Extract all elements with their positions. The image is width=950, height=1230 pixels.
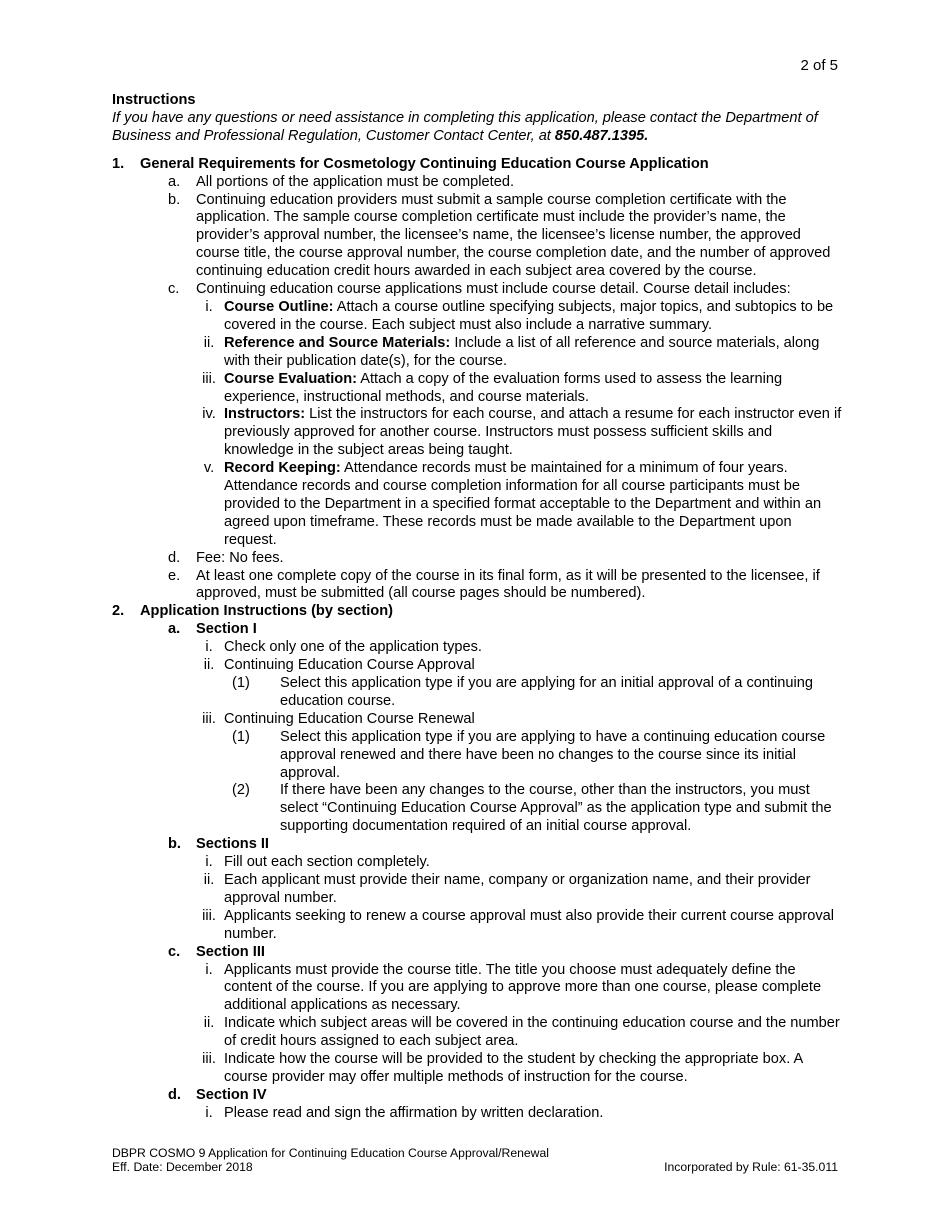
course-detail-marker: v. bbox=[203, 460, 215, 477]
s1-item-d bbox=[168, 550, 842, 568]
s2-a-ii-sub-item bbox=[224, 675, 842, 711]
section-1-number: 1. bbox=[112, 155, 125, 172]
s1-a-text: All portions of the application must be completed. bbox=[196, 173, 514, 190]
s2-c-item bbox=[168, 962, 842, 1016]
s2-b-marker: b. bbox=[168, 836, 181, 853]
s2-a-item bbox=[168, 639, 842, 657]
course-detail-text: List the instructors for each course, and attach a resume for each instructor even if previously approved for another course. Instructors must possess sufficient skills and knowledge in the subject areas being taught. bbox=[224, 406, 842, 459]
course-detail-label: Reference and Source Materials: bbox=[224, 334, 451, 351]
s2-a-title: Section I bbox=[196, 621, 257, 638]
footer-rule: Incorporated by Rule: 61-35.011 bbox=[664, 1160, 838, 1174]
s2-b-title: Sections II bbox=[196, 836, 269, 853]
s1-b-text: Continuing education providers must submit a sample course completion certificate with the application. The sample course completion certificate must include the provider’s name, the provider’s approval number, the licensee’s name, the licensee’s license number, the approved course title, the course approval number, the course completion date, and the number of approved continuing education credit hours awarded in each subject area covered by the course. bbox=[196, 191, 831, 280]
s2-subsection-c bbox=[168, 944, 842, 962]
s2-a-ii-1-marker: (1) bbox=[232, 675, 250, 691]
section-2-number: 2. bbox=[112, 603, 125, 620]
course-detail-marker: i. bbox=[205, 298, 213, 315]
course-detail-text: Attach a course outline specifying subjects, major topics, and subtopics to be covered in the course. Each subject must also include a narrative summary. bbox=[224, 298, 834, 333]
course-detail-item bbox=[168, 299, 842, 335]
course-detail-label: Course Evaluation: bbox=[224, 370, 357, 387]
s2-d-item bbox=[168, 1105, 842, 1123]
s2-a-i-marker: i. bbox=[205, 639, 213, 656]
s2-b-iii-text: Applicants seeking to renew a course approval must also provide their current course approval number. bbox=[224, 907, 835, 942]
s2-a-iii-sub-item bbox=[224, 782, 842, 836]
course-detail-label: Course Outline: bbox=[224, 298, 334, 315]
footer-form-name: DBPR COSMO 9 Application for Continuing Education Course Approval/Renewal bbox=[112, 1146, 549, 1160]
s2-a-item bbox=[168, 711, 842, 729]
s2-a-ii-marker: ii. bbox=[203, 657, 215, 674]
s1-c-marker: c. bbox=[168, 281, 180, 298]
course-detail-label: Record Keeping: bbox=[224, 460, 341, 477]
s2-c-i-marker: i. bbox=[205, 961, 213, 978]
section-1-title: General Requirements for Cosmetology Continuing Education Course Application bbox=[140, 155, 709, 172]
s2-c-ii-text: Indicate which subject areas will be covered in the continuing education course and the number of credit hours assigned to each subject area. bbox=[224, 1015, 840, 1050]
s2-d-i-text: Please read and sign the affirmation by written declaration. bbox=[224, 1104, 604, 1121]
s1-item-c bbox=[168, 281, 842, 299]
section-1-heading bbox=[112, 156, 842, 174]
s2-c-ii-marker: ii. bbox=[203, 1015, 215, 1032]
page-footer bbox=[112, 1146, 838, 1174]
s2-c-iii-text: Indicate how the course will be provided to the student by checking the appropriate box. A course provider may offer multiple methods of instruction for the course. bbox=[224, 1051, 803, 1085]
s2-c-item bbox=[168, 1051, 842, 1087]
course-detail-label: Instructors: bbox=[224, 406, 306, 423]
s2-b-i-marker: i. bbox=[205, 854, 213, 871]
s1-item-e bbox=[168, 568, 842, 604]
course-detail-item bbox=[168, 371, 842, 407]
s2-a-iii-marker: iii. bbox=[202, 710, 216, 727]
s2-b-ii-text: Each applicant must provide their name, company or organization name, and their provider approval number. bbox=[224, 871, 811, 906]
s2-d-marker: d. bbox=[168, 1086, 181, 1103]
document-body bbox=[112, 92, 842, 1123]
s1-d-text: Fee: No fees. bbox=[196, 549, 284, 566]
course-detail-marker: ii. bbox=[203, 334, 215, 351]
s2-a-ii-text: Continuing Education Course Approval bbox=[224, 657, 475, 674]
s1-d-marker: d. bbox=[168, 549, 181, 566]
course-detail-marker: iv. bbox=[202, 406, 216, 423]
instructions-heading: Instructions bbox=[112, 92, 196, 108]
s1-c-text: Continuing education course applications must include course detail. Course detail includes: bbox=[196, 281, 791, 298]
course-detail-item bbox=[168, 460, 842, 550]
s2-subsection-d bbox=[168, 1087, 842, 1105]
s1-e-marker: e. bbox=[168, 567, 181, 584]
s2-c-i-text: Applicants must provide the course title. The title you choose must adequately define the content of the course. If you are applying to approve more than one course, please complete additional applications as necessary. bbox=[224, 961, 822, 1014]
s2-a-item bbox=[168, 657, 842, 675]
s1-item-a bbox=[168, 174, 842, 192]
s2-a-iii-2-marker: (2) bbox=[232, 782, 250, 799]
page-number: 2 of 5 bbox=[800, 57, 838, 74]
s1-e-text: At least one complete copy of the course in its final form, as it will be presented to the licensee, if approved, must be submitted (all course pages should be numbered). bbox=[196, 567, 820, 602]
s2-b-item bbox=[168, 908, 842, 944]
s2-a-i-text: Check only one of the application types. bbox=[224, 639, 482, 656]
course-detail-text: Include a list of all reference and source materials, along with their publication date(s), for the course. bbox=[224, 334, 820, 369]
s2-b-item bbox=[168, 872, 842, 908]
course-detail-text: Attach a copy of the evaluation forms used to assess the learning experience, instructional methods, and course materials. bbox=[224, 370, 783, 405]
course-detail-text: Attendance records must be maintained for a minimum of four years. Attendance records and course completion information for all course participants must be provided to the Department in a specified format acceptable to the Department and within an agreed upon timeframe. These records must be made available to the Department upon request. bbox=[224, 460, 822, 548]
s2-a-iii-1-marker: (1) bbox=[232, 728, 250, 745]
s2-a-iii-text: Continuing Education Course Renewal bbox=[224, 710, 475, 727]
s1-b-marker: b. bbox=[168, 191, 181, 208]
instructions-intro bbox=[112, 110, 842, 146]
course-detail-item bbox=[168, 406, 842, 460]
s2-c-item bbox=[168, 1015, 842, 1051]
section-2-title: Application Instructions (by section) bbox=[140, 603, 393, 620]
s2-c-marker: c. bbox=[168, 943, 181, 960]
s2-c-iii-marker: iii. bbox=[202, 1051, 216, 1068]
s2-a-iii-1-text: Select this application type if you are applying to have a continuing education course approval renewed and there have been no changes to the course since its initial approval. bbox=[280, 728, 826, 781]
s2-b-i-text: Fill out each section completely. bbox=[224, 854, 430, 871]
s2-c-title: Section III bbox=[196, 943, 265, 960]
s2-d-title: Section IV bbox=[196, 1086, 267, 1103]
s2-a-marker: a. bbox=[168, 621, 181, 638]
s2-a-ii-1-text: Select this application type if you are applying for an initial approval of a continuing education course. bbox=[280, 675, 813, 709]
s2-a-iii-sub-item bbox=[224, 729, 842, 783]
s2-b-item bbox=[168, 854, 842, 872]
s2-subsection-a bbox=[168, 621, 842, 639]
s2-d-i-marker: i. bbox=[205, 1104, 213, 1121]
s2-a-iii-2-text: If there have been any changes to the course, other than the instructors, you must select “Continuing Education Course Approval” as the application type and submit the supporting documentation required of an initial course approval. bbox=[280, 782, 832, 835]
s2-b-ii-marker: ii. bbox=[203, 871, 215, 888]
course-detail-marker: iii. bbox=[202, 370, 216, 387]
contact-phone: 850.487.1395. bbox=[554, 127, 649, 144]
section-2-heading bbox=[112, 603, 842, 621]
s1-item-b bbox=[168, 192, 842, 282]
intro-text: If you have any questions or need assistance in completing this application, please contact the Department of Business and Professional Regulation, Customer Contact Center, at bbox=[112, 109, 818, 144]
s2-subsection-b bbox=[168, 836, 842, 854]
s1-a-marker: a. bbox=[168, 173, 181, 190]
course-detail-item bbox=[168, 335, 842, 371]
s2-b-iii-marker: iii. bbox=[202, 907, 216, 924]
footer-eff-date: Eff. Date: December 2018 bbox=[112, 1160, 253, 1174]
